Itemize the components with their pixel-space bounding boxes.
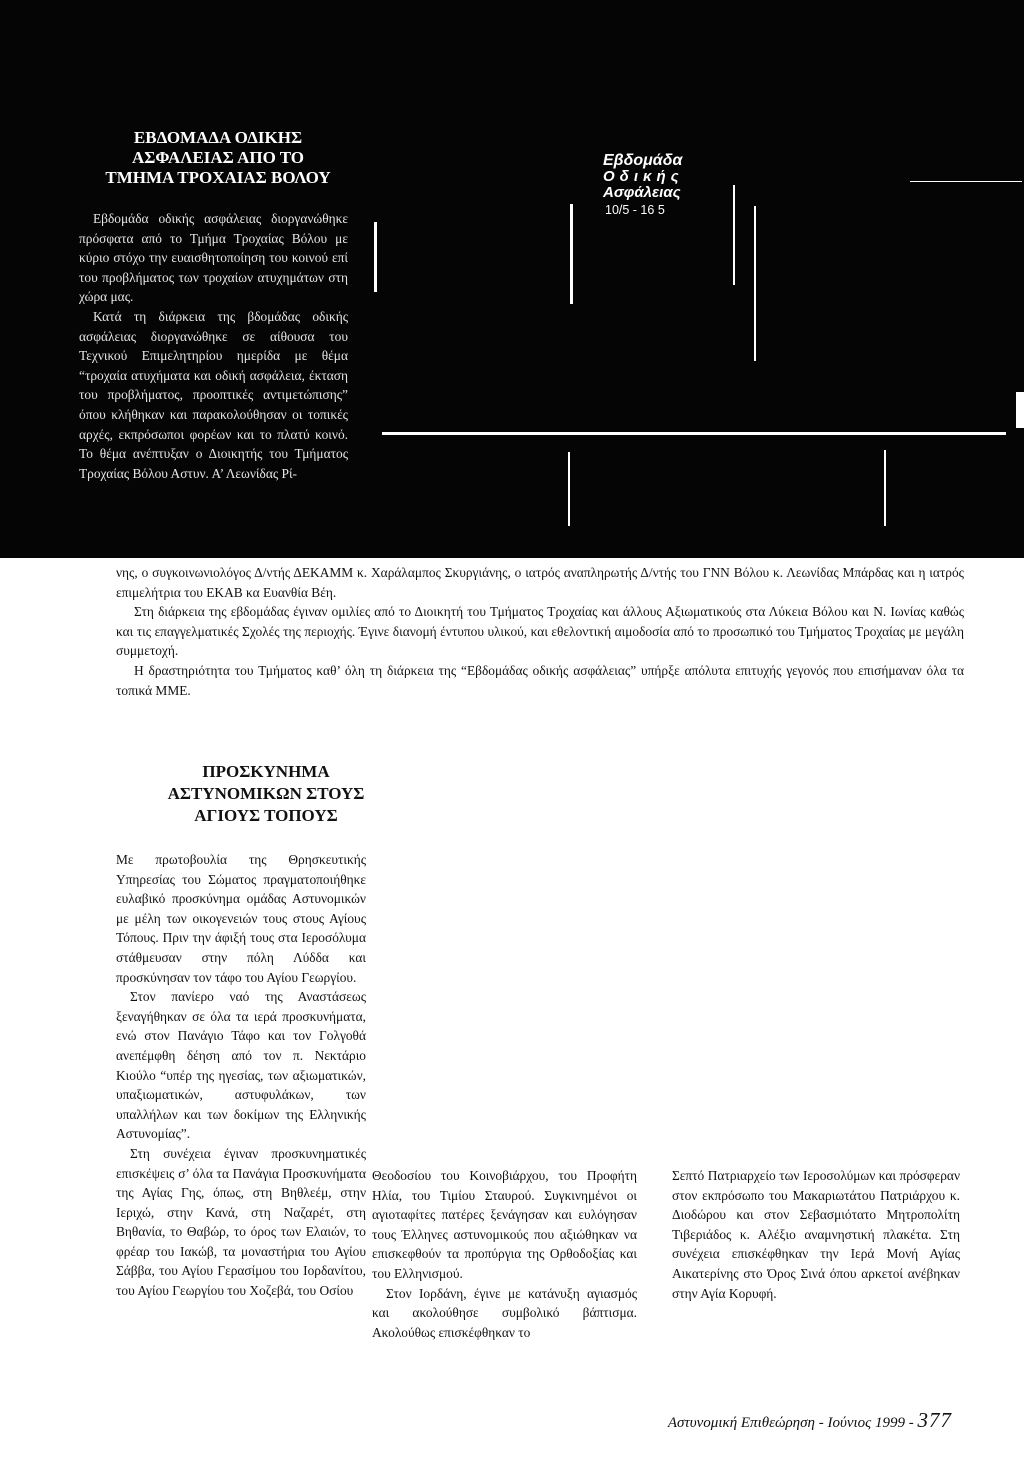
article1-continuation: νης, ο συγκοινωνιολόγος Δ/ντής ΔΕΚΑΜΜ κ. Χαράλαμπος Σκυργιάνης, ο ιατρός αναπληρωτής Δ/ντής του ΓΝΝ Βόλου κ. Λεωνίδας Μπάρδας και η ιατρός επιμελήτρια του ΕΚΑΒ κα Ευανθία Βέη. Στη διάρκεια της εβδομάδας έγιναν ομιλίες από το Διοικητή του Τμήματος Τροχαίας και άλλους Αξιωματικούς στα Λύκεια Βόλου και Ν. Ιωνίας καθώς και τις επαγγελματικές Σχολές της περιοχής. Έγινε διανομή έντυπου υλικού, και εθελοντική αιμοδοσία από το προσωπικό του Τμήματος Τροχαίας με μεγάλη συμμετοχή. Η δραστηριότητα του Τμήματος καθ’ όλη τη διάρκεια της “Εβδομάδας οδικής ασφάλειας” υπήρξε απόλυτα επιτυχής γεγονός που επισήμαναν όλα τα τοπικά ΜΜΕ.: [116, 565, 964, 698]
sign-pole-center: [570, 204, 573, 304]
article1-column: [79, 209, 348, 483]
road-safety-banner: Εβδομάδα Οδικής Ασφάλειας 10/5 - 16 5: [603, 152, 684, 217]
article1-title: ΕΒΔΟΜΑΔΑ ΟΔΙΚΗΣ ΑΣΦΑΛΕΙΑΣ ΑΠΟ ΤΟ ΤΜΗΜΑ ΤΡΟΧΑΙΑΣ ΒΟΛΟΥ: [105, 128, 331, 187]
article1-paragraph-1: Εβδομάδα οδικής ασφάλειας διοργανώθηκε πρόσφατα από το Τμήμα Τροχαίας Βόλου με κύριο στόχο την ευαισθητοποίηση του κοινού επί του προβλήματος των τροχαίων ατυχημάτων στη χώρα μας.: [79, 211, 348, 305]
page-footer: [668, 1408, 952, 1433]
article2-column-3: Σεπτό Πατριαρχείο των Ιεροσολύμων και πρόσφεραν στον εκπρόσωπο του Μακαριωτάτου Πατριάρχου κ. Διοδώρου και στον Σεβασμιότατο Μητροπολίτη Τιβεριάδος κ. Αλέξιο αναμνηστική πλακέτα. Στη συνέχεια επισκέφθηκαν την Ιερά Μονή Αγίας Αικατερίνης στο Όρος Σινά όπου αρκετοί ανέβηκαν στην Αγία Κορυφή.: [672, 1168, 960, 1301]
top-edge-line: [910, 181, 1022, 182]
article2-column-1: Με πρωτοβουλία της Θρησκευτικής Υπηρεσίας του Σώματος πραγματοποιήθηκε ευλαβικό προσκύνημα ομάδας Αστυνομικών με μέλη των οικογενειών τους στους Αγίους Τόπους. Πριν την άφιξή τους στα Ιεροσόλυμα στάθμευσαν στην πόλη Λύδδα και προσκύνησαν τον τάφο του Αγίου Γεωργίου. Στον πανίερο ναό της Αναστάσεως ξεναγήθηκαν σε όλα τα ιερά προσκυνήματα, ενώ στον Πανάγιο Τάφο και τον Γολγοθά ανεπέμφθη δέηση από τον π. Νεκτάριο Κιούλο “υπέρ της ηγεσίας, των αξιωματικών, υπαξιωματικών, αστυφυλάκων, των υπαλλήλων και των δοκίμων της Ελληνικής Αστυνομίας”. Στη συνέχεια έγιναν προσκυνηματικές επισκέψεις σ’ όλα τα Πανάγια Προσκυνήματα της Αγίας Γης, όπως, στη Βηθλεέμ, στην Ιεριχώ, στην Κανά, στη Ναζαρέτ, στη Βηθανία, το Θαβώρ, το όρος των Ελαιών, το φρέαρ του Ιακώβ, τα μοναστήρια του Αγίου Σάββα, του Αγίου Γερασίμου του Ιορδανίτου, του Αγίου Γεωργίου του Χοζεβά, του Οσίου: [116, 852, 366, 1299]
rail-post-1: [568, 452, 570, 526]
publication-name: Αστυνομική Επιθεώρηση - Ιούνιος 1999 -: [667, 1415, 914, 1431]
page-number: 377: [917, 1408, 952, 1432]
article2-title: ΠΡΟΣΚΥΝΗΜΑ ΑΣΤΥΝΟΜΙΚΩΝ ΣΤΟΥΣ ΑΓΙΟΥΣ ΤΟΠΟΥΣ: [167, 762, 365, 825]
article2-column-2: Θεοδοσίου του Κοινοβιάρχου, του Προφήτη Ηλία, του Τιμίου Σταυρού. Συγκινημένοι οι αγιοταφίτες πατέρες ξενάγησαν και ευλόγησαν τους Έλληνες αστυνομικούς που αξιώθηκαν να επισκεφθούν τα προπύργια της Ορθοδοξίας και του Ελληνισμού. Στον Ιορδάνη, έγινε με κατάνυξη αγιασμός και ακολούθησε συμβολικό βάπτισμα. Ακολούθως επισκέφθηκαν το: [372, 1168, 637, 1340]
sign-pole-left: [374, 222, 377, 292]
article-photo: [0, 0, 1024, 558]
rail-bar: [382, 432, 1006, 435]
edge-mark: [1016, 392, 1024, 428]
article1-paragraph-2: Κατά τη διάρκεια της βδομάδας οδικής ασφάλειας διοργανώθηκε σε αίθουσα του Τεχνικού Επιμελητηρίου ημερίδα με θέμα “τροχαία ατυχήματα και οδική ασφάλεια, έκταση του προβλήματος, προοπτικές αντιμετώπισης” όπου κλήθηκαν και παρακολούθησαν οι τοπικές αρχές, εκπρόσωποι φορέων και το πλατύ κοινό. Το θέμα ανέπτυξαν ο Διοικητής του Τμήματος Τροχαίας Βόλου Αστυν. Α’ Λεωνίδας Ρί-: [79, 308, 348, 481]
rail-post-2: [884, 450, 886, 526]
sign-pole-right-2: [754, 206, 756, 361]
